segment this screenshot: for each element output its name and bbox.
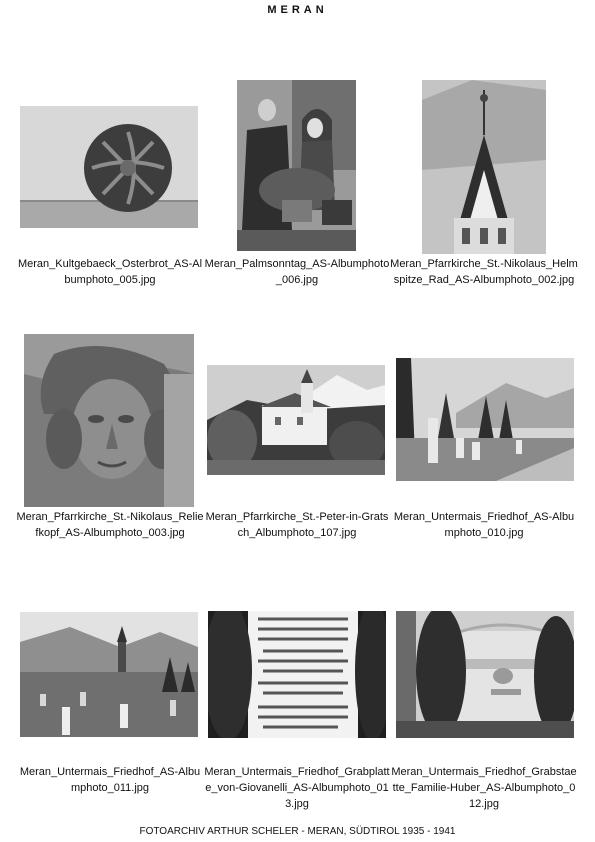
page-footer: FOTOARCHIV ARTHUR SCHELER - MERAN, SÜDTIROL 1935 - 1941 — [139, 826, 456, 837]
photo-grabstaette[interactable] — [396, 611, 574, 738]
photo-caption: Meran_Untermais_Friedhof_Grabstaette_Familie-Huber_AS-Albumphoto_012.jpg — [391, 766, 577, 810]
photo-caption: Meran_Untermais_Friedhof_AS-Albumphoto_011.jpg — [19, 766, 201, 794]
page-title: MERAN — [267, 4, 328, 16]
photo-caption: Meran_Kultgebaeck_Osterbrot_AS-Albumphoto_005.jpg — [17, 258, 203, 286]
photo-caption: Meran_Palmsonntag_AS-Albumphoto_006.jpg — [204, 258, 390, 286]
photo-helmspitze[interactable] — [422, 80, 546, 254]
photo-st-peter[interactable] — [207, 365, 385, 475]
photo-friedhof[interactable] — [396, 358, 574, 481]
photo-friedhof-2[interactable] — [20, 612, 198, 737]
photo-caption: Meran_Untermais_Friedhof_AS-Albumphoto_010.jpg — [393, 511, 575, 539]
photo-caption: Meran_Pfarrkirche_St.-Nikolaus_Helmspitze_Rad_AS-Albumphoto_002.jpg — [390, 258, 578, 286]
photo-palmsonntag[interactable] — [237, 80, 356, 251]
photo-caption: Meran_Pfarrkirche_St.-Peter-in-Gratsch_Albumphoto_107.jpg — [205, 511, 389, 539]
photo-caption: Meran_Untermais_Friedhof_Grabplatte_von-Giovanelli_AS-Albumphoto_013.jpg — [204, 766, 390, 810]
photo-caption: Meran_Pfarrkirche_St.-Nikolaus_Reliefkopf_AS-Albumphoto_003.jpg — [16, 511, 204, 539]
photo-osterbrot[interactable] — [20, 106, 198, 228]
photo-reliefkopf[interactable] — [24, 334, 194, 507]
photo-grabplatte[interactable] — [208, 611, 386, 738]
